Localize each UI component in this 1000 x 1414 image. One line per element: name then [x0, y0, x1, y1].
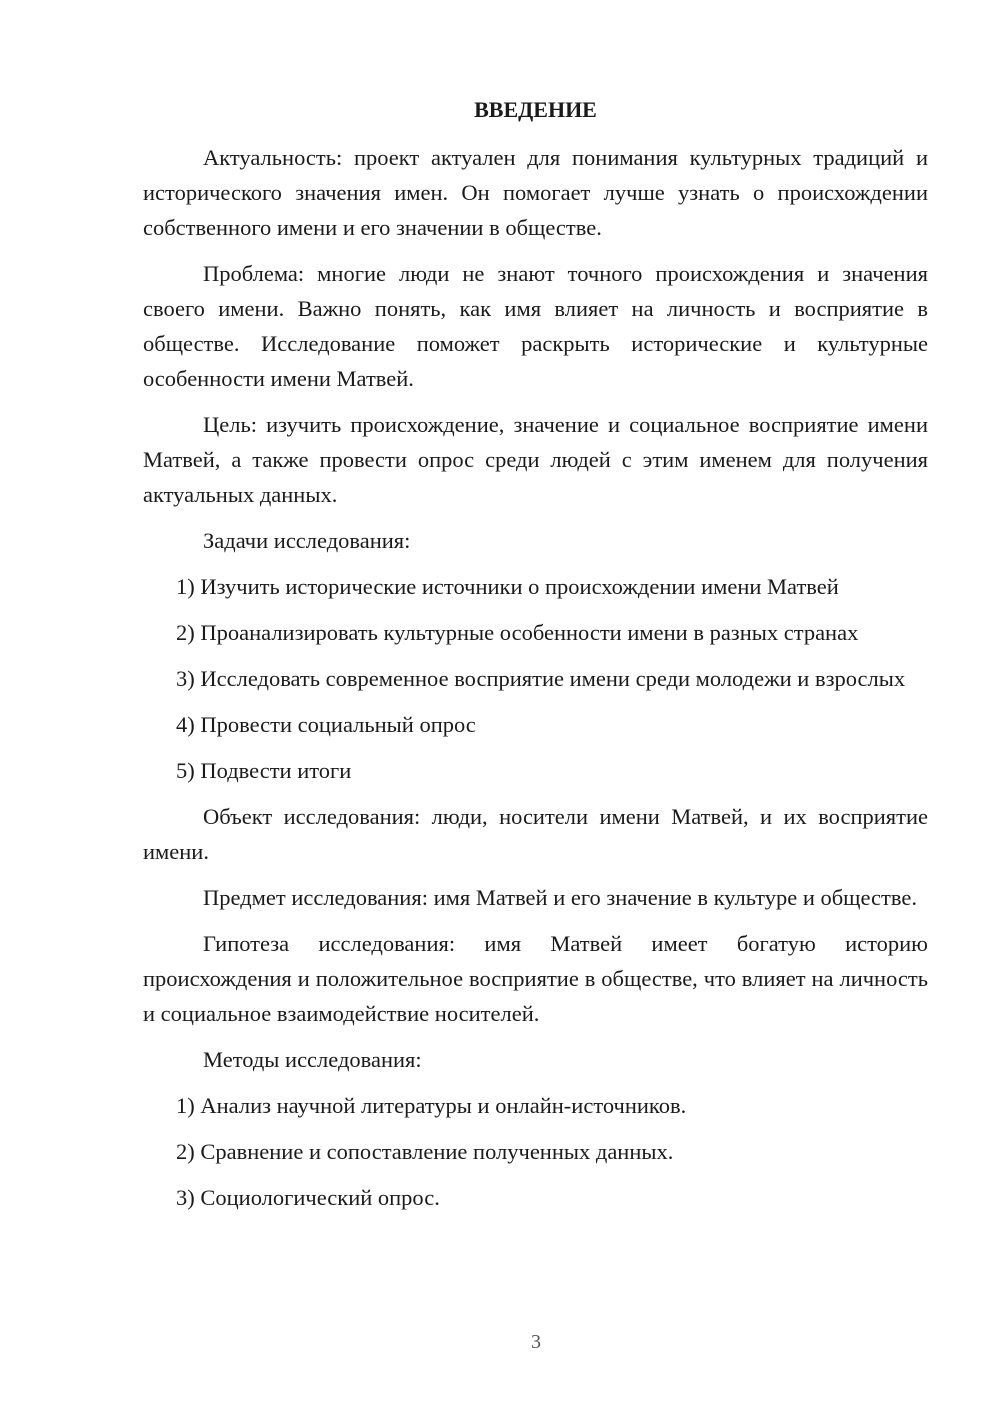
task-item-1: 1) Изучить исторические источники о происхождении имени Матвей: [176, 574, 839, 599]
task-item-2: 2) Проанализировать культурные особенности имени в разных странах: [176, 620, 859, 645]
object-paragraph: Объект исследования: люди, носители имени Матвей, и их восприятие имени.: [143, 804, 928, 864]
hypothesis-paragraph: Гипотеза исследования: имя Матвей имеет богатую историю происхождения и положительное восприятие в обществе, что влияет на личность и социальное взаимодействие носителей.: [143, 931, 928, 1026]
goal-paragraph: Цель: изучить происхождение, значение и социальное восприятие имени Матвей, а также провести опрос среди людей с этим именем для получения актуальных данных.: [143, 412, 928, 507]
task-item-3: 3) Исследовать современное восприятие имени среди молодежи и взрослых: [176, 666, 906, 691]
method-item-1: 1) Анализ научной литературы и онлайн-источников.: [176, 1093, 687, 1118]
task-item-5: 5) Подвести итоги: [176, 758, 352, 783]
page-number: 3: [531, 1331, 541, 1353]
problem-paragraph: Проблема: многие люди не знают точного происхождения и значения своего имени. Важно понять, как имя влияет на личность и восприятие в обществе. Исследование поможет раскрыть исторические и культурные особенности имени Матвей.: [143, 261, 928, 391]
tasks-heading: Задачи исследования:: [203, 528, 411, 553]
page-title: ВВЕДЕНИЕ: [474, 97, 597, 122]
methods-heading: Методы исследования:: [203, 1047, 422, 1072]
method-item-2: 2) Сравнение и сопоставление полученных данных.: [176, 1139, 674, 1164]
subject-paragraph: Предмет исследования: имя Матвей и его значение в культуре и обществе.: [203, 885, 917, 910]
method-item-3: 3) Социологический опрос.: [176, 1185, 440, 1210]
relevance-paragraph: Актуальность: проект актуален для понимания культурных традиций и исторического значения имен. Он помогает лучше узнать о происхождении собственного имени и его значении в обществе.: [143, 145, 928, 240]
task-item-4: 4) Провести социальный опрос: [176, 712, 476, 737]
document-page: [143, 92, 928, 1226]
